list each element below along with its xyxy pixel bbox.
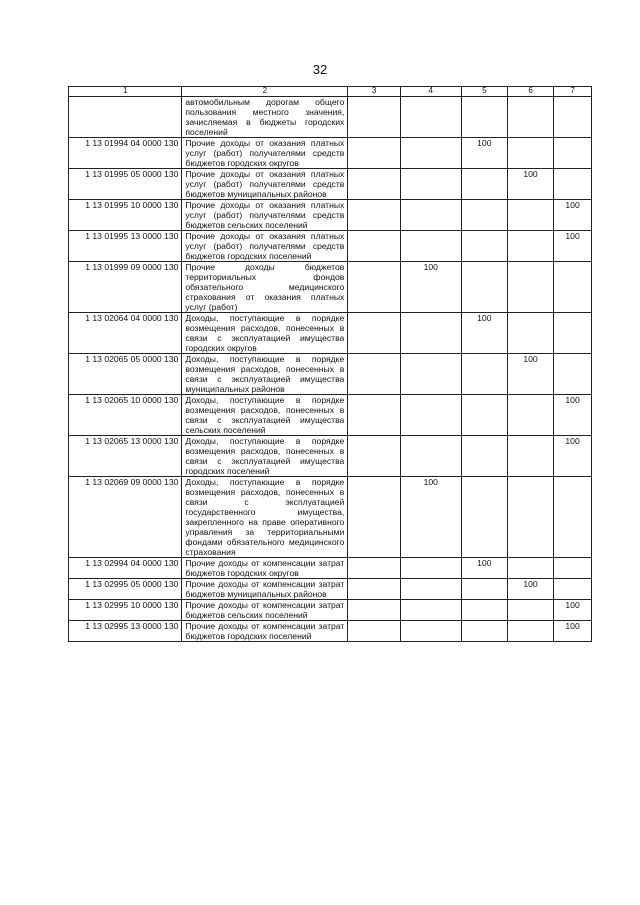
column-5-cell bbox=[461, 600, 507, 621]
column-4-cell bbox=[400, 579, 461, 600]
column-7-cell bbox=[554, 97, 592, 138]
income-description-cell: Доходы, поступающие в порядке возмещения расходов, понесенных в связи с эксплуатацией имущества городских поселений bbox=[182, 436, 348, 477]
table-row bbox=[69, 621, 592, 642]
column-7-cell: 100 bbox=[554, 395, 592, 436]
income-description-cell: Прочие доходы от компенсации затрат бюджетов городских поселений bbox=[182, 621, 348, 642]
table-row bbox=[69, 354, 592, 395]
column-5-cell: 100 bbox=[461, 138, 507, 169]
table-row bbox=[69, 579, 592, 600]
table-row bbox=[69, 436, 592, 477]
column-6-cell bbox=[507, 621, 553, 642]
table-row bbox=[69, 477, 592, 558]
column-6-cell: 100 bbox=[507, 354, 553, 395]
income-code-cell: 1 13 01995 13 0000 130 bbox=[69, 231, 182, 262]
column-5-cell bbox=[461, 621, 507, 642]
income-code-cell: 1 13 01999 09 0000 130 bbox=[69, 262, 182, 313]
column-3-cell bbox=[348, 262, 401, 313]
column-6-cell bbox=[507, 200, 553, 231]
column-7-cell bbox=[554, 169, 592, 200]
column-7-cell bbox=[554, 477, 592, 558]
column-4-cell bbox=[400, 200, 461, 231]
column-5-cell bbox=[461, 579, 507, 600]
column-6-cell bbox=[507, 600, 553, 621]
column-3-cell bbox=[348, 477, 401, 558]
column-5-cell bbox=[461, 354, 507, 395]
column-4-cell: 100 bbox=[400, 262, 461, 313]
column-4-cell bbox=[400, 558, 461, 579]
table-row bbox=[69, 313, 592, 354]
column-6-cell bbox=[507, 138, 553, 169]
income-description-cell: Прочие доходы бюджетов территориальных фондов обязательного медицинского страхования от оказания платных услуг (работ) bbox=[182, 262, 348, 313]
column-5-cell: 100 bbox=[461, 558, 507, 579]
table-row bbox=[69, 558, 592, 579]
column-4-cell bbox=[400, 313, 461, 354]
table-row bbox=[69, 395, 592, 436]
column-3-cell bbox=[348, 621, 401, 642]
header-row bbox=[69, 87, 592, 97]
column-5-cell bbox=[461, 97, 507, 138]
column-5-cell bbox=[461, 169, 507, 200]
column-4-cell bbox=[400, 600, 461, 621]
column-5-cell bbox=[461, 436, 507, 477]
column-4-cell bbox=[400, 231, 461, 262]
column-6-cell bbox=[507, 231, 553, 262]
income-description-cell: Прочие доходы от оказания платных услуг (работ) получателями средств бюджетов муниципальных районов bbox=[182, 169, 348, 200]
table-row bbox=[69, 262, 592, 313]
income-code-cell: 1 13 01995 05 0000 130 bbox=[69, 169, 182, 200]
column-6-cell: 100 bbox=[507, 169, 553, 200]
income-description-cell: Доходы, поступающие в порядке возмещения расходов, понесенных в связи с эксплуатацией имущества сельских поселений bbox=[182, 395, 348, 436]
column-5-cell bbox=[461, 231, 507, 262]
column-5-cell bbox=[461, 200, 507, 231]
column-3-cell bbox=[348, 200, 401, 231]
income-description-cell: Прочие доходы от оказания платных услуг (работ) получателями средств бюджетов городских округов bbox=[182, 138, 348, 169]
column-5-cell: 100 bbox=[461, 313, 507, 354]
column-5-cell bbox=[461, 262, 507, 313]
income-description-cell: Доходы, поступающие в порядке возмещения расходов, понесенных в связи с эксплуатацией имущества муниципальных районов bbox=[182, 354, 348, 395]
column-header-5: 5 bbox=[461, 87, 507, 97]
income-code-cell: 1 13 02065 05 0000 130 bbox=[69, 354, 182, 395]
column-3-cell bbox=[348, 97, 401, 138]
column-3-cell bbox=[348, 169, 401, 200]
column-4-cell bbox=[400, 169, 461, 200]
column-5-cell bbox=[461, 477, 507, 558]
column-7-cell: 100 bbox=[554, 436, 592, 477]
column-header-4: 4 bbox=[400, 87, 461, 97]
column-6-cell bbox=[507, 313, 553, 354]
income-description-cell: Доходы, поступающие в порядке возмещения расходов, понесенных в связи с эксплуатацией имущества городских округов bbox=[182, 313, 348, 354]
column-7-cell bbox=[554, 558, 592, 579]
income-code-cell: 1 13 02069 09 0000 130 bbox=[69, 477, 182, 558]
income-code-cell bbox=[69, 97, 182, 138]
column-3-cell bbox=[348, 600, 401, 621]
budget-table bbox=[68, 86, 592, 642]
income-code-cell: 1 13 02995 05 0000 130 bbox=[69, 579, 182, 600]
table-row bbox=[69, 138, 592, 169]
column-6-cell bbox=[507, 558, 553, 579]
column-3-cell bbox=[348, 395, 401, 436]
column-6-cell bbox=[507, 395, 553, 436]
column-3-cell bbox=[348, 313, 401, 354]
column-header-3: 3 bbox=[348, 87, 401, 97]
table-row bbox=[69, 97, 592, 138]
column-4-cell bbox=[400, 354, 461, 395]
column-6-cell: 100 bbox=[507, 579, 553, 600]
table-row bbox=[69, 231, 592, 262]
income-description-cell: Прочие доходы от компенсации затрат бюджетов муниципальных районов bbox=[182, 579, 348, 600]
income-code-cell: 1 13 02065 10 0000 130 bbox=[69, 395, 182, 436]
income-description-cell: Прочие доходы от компенсации затрат бюджетов городских округов bbox=[182, 558, 348, 579]
column-7-cell bbox=[554, 579, 592, 600]
column-3-cell bbox=[348, 138, 401, 169]
table-row bbox=[69, 600, 592, 621]
income-code-cell: 1 13 02065 13 0000 130 bbox=[69, 436, 182, 477]
column-7-cell bbox=[554, 313, 592, 354]
column-header-1: 1 bbox=[69, 87, 182, 97]
income-description-cell: Прочие доходы от оказания платных услуг (работ) получателями средств бюджетов сельских поселений bbox=[182, 200, 348, 231]
column-6-cell bbox=[507, 97, 553, 138]
table-body bbox=[69, 97, 592, 642]
column-7-cell bbox=[554, 138, 592, 169]
column-5-cell bbox=[461, 395, 507, 436]
income-code-cell: 1 13 02995 13 0000 130 bbox=[69, 621, 182, 642]
column-3-cell bbox=[348, 558, 401, 579]
column-6-cell bbox=[507, 477, 553, 558]
column-6-cell bbox=[507, 436, 553, 477]
column-4-cell bbox=[400, 436, 461, 477]
column-4-cell bbox=[400, 97, 461, 138]
column-4-cell bbox=[400, 395, 461, 436]
column-3-cell bbox=[348, 231, 401, 262]
column-7-cell bbox=[554, 354, 592, 395]
table-row bbox=[69, 200, 592, 231]
income-code-cell: 1 13 01995 10 0000 130 bbox=[69, 200, 182, 231]
column-header-2: 2 bbox=[182, 87, 348, 97]
income-code-cell: 1 13 01994 04 0000 130 bbox=[69, 138, 182, 169]
income-code-cell: 1 13 02064 04 0000 130 bbox=[69, 313, 182, 354]
income-code-cell: 1 13 02995 10 0000 130 bbox=[69, 600, 182, 621]
table-row bbox=[69, 169, 592, 200]
column-3-cell bbox=[348, 579, 401, 600]
column-4-cell: 100 bbox=[400, 477, 461, 558]
page-number: 32 bbox=[312, 62, 328, 77]
column-7-cell: 100 bbox=[554, 621, 592, 642]
column-header-7: 7 bbox=[554, 87, 592, 97]
column-7-cell: 100 bbox=[554, 200, 592, 231]
income-description-cell: Доходы, поступающие в порядке возмещения расходов, понесенных в связи с эксплуатацией государственного имущества, закрепленного на праве оперативного управления за территориальными фондами обязательного медицинского страхования bbox=[182, 477, 348, 558]
column-7-cell: 100 bbox=[554, 231, 592, 262]
income-description-cell: автомобильным дорогам общего пользования местного значения, зачисляемая в бюджеты городских поселений bbox=[182, 97, 348, 138]
column-4-cell bbox=[400, 621, 461, 642]
income-description-cell: Прочие доходы от компенсации затрат бюджетов сельских поселений bbox=[182, 600, 348, 621]
column-3-cell bbox=[348, 436, 401, 477]
column-7-cell: 100 bbox=[554, 600, 592, 621]
column-4-cell bbox=[400, 138, 461, 169]
column-6-cell bbox=[507, 262, 553, 313]
column-7-cell bbox=[554, 262, 592, 313]
income-description-cell: Прочие доходы от оказания платных услуг (работ) получателями средств бюджетов городских поселений bbox=[182, 231, 348, 262]
income-code-cell: 1 13 02994 04 0000 130 bbox=[69, 558, 182, 579]
column-3-cell bbox=[348, 354, 401, 395]
column-header-6: 6 bbox=[507, 87, 553, 97]
